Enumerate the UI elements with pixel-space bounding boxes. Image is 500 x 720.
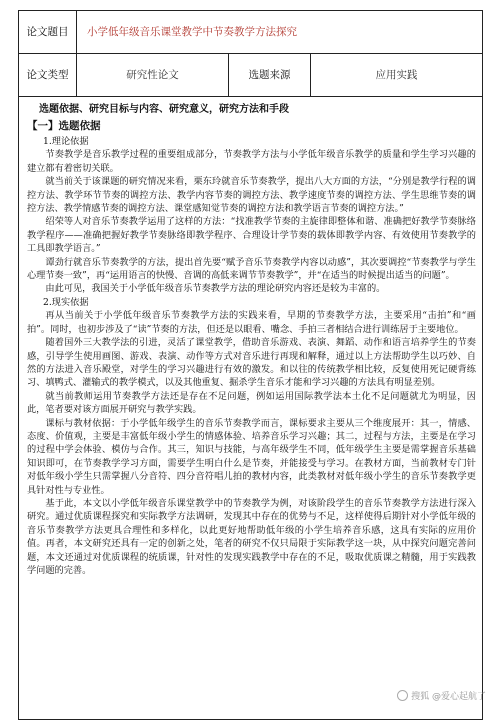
watermark-text: 搜狐 @爱心起航了 (411, 692, 486, 702)
section-title: 【一】选题依据 (27, 120, 101, 132)
content-heading: 选题依据、研究目标与内容、研究意义，研究方法和手段 (39, 104, 289, 115)
proposal-form-table (18, 10, 483, 720)
paragraph: 节奏教学是音乐教学过程的重要组成部分，节奏教学方法与小学低年级音乐教学的质量和学生学习兴趣的建立都有着密切关联。 (27, 149, 476, 174)
sohu-logo-icon (397, 690, 408, 701)
paragraph: 就当前教师运用节奏教学方法还是存在不足问题，例如运用国际教学法本土化不足问题就尤为明显，因此，笔者要对该方面展开研究与教学实践。 (27, 390, 476, 416)
subsection-practice: 2.现实依据 (43, 296, 89, 308)
paragraph: 课标与教材依据：于小学低年级学生的音乐节奏教学而言，课标要求主要从三个维度展开：其一，情感、态度、价值观，主要是丰富低年级小学生的情感体验、培养音乐学习兴趣；其二，过程与方法，主要是在学习的过程中学会体验、模仿与合作。其三，知识与技能，与高年级学生不同，低年级学生主要是需掌握音乐基础知识即可，在节奏教学学习方面，需要学生明白什么是节奏，并能接受与学习。在教材方面，当前教材专门针对低年级小学生只需掌握八分音符、四分音符唱儿拍的教材内容，此类教材对低年级小学生的音乐节奏教学更具针对性与专业性。 (27, 417, 476, 496)
paragraph: 再从当前关于小学低年级音乐节奏教学方法的实践来看，早期的节奏教学方法，主要采用“击拍”和“画拍”。同时，也初步涉及了“读”节奏的方法，但还是以眼看、嘴念、手拍三者相结合进行训练居于主要地位。 (27, 310, 476, 335)
source-label: 选题来源 (229, 54, 311, 97)
content-cell (19, 97, 483, 720)
source-value: 应用实践 (311, 54, 483, 97)
type-row (19, 54, 483, 97)
title-label: 论文题目 (19, 11, 77, 54)
watermark (397, 689, 486, 702)
type-value: 研究性论文 (77, 54, 229, 97)
subsection-theory: 1.理论依据 (43, 136, 89, 147)
paragraph: 基于此，本文以小学低年级音乐课堂教学中的节奏教学为例，对该阶段学生的音乐节奏教学方法进行深入研究。通过优质课程探究和实际教学方法调研，发现其中存在的优势与不足，这样使得后期针对小学低年级的音乐节奏教学方法更具合理性和多样化，以此更好地帮助低年级的小学生培养音乐感，这具有实际的应用价值。再者，本文研究还具有一定的创新之处，笔者的研究不仅只局限于实际教学这一块，从中探究问题完善问题，本文还通过对优质课程的统质课，针对性的发现实践教学中存在的不足，吸取优质课之精髓，用于实践教学问题的完善。 (27, 497, 476, 576)
paragraph: 就当前关于该课题的研究情况来看，栗东玲就音乐节奏教学，提出八大方面的方法，“分别是教学行程的调控方法、教学环节节奏的调控方法、教学内容节奏的调控方法、教学速度节奏的调控方法、学生思维节奏的调控方法、教学情感节奏的调控方法、课堂感知觉节奏的调控方法和教学语言节奏的调控方法。” (27, 176, 476, 215)
paragraph: 由此可见，我国关于小学低年级音乐节奏教学方法的理论研究内容还是较为丰富的。 (45, 283, 386, 295)
title-row (19, 11, 483, 54)
paragraph: 随着国外三大教学法的引进，灵活了课堂教学，借助音乐游戏、表演、舞蹈、动作和语言培养学生的节奏感，引导学生使用画图、游戏、表演、动作等方式对音乐进行再现和解释，通过以上方法帮助学生以巧妙、自然的方法进入音乐殿堂，对学生的学习兴趣进行有效的激发。和以往的传统教学相比较，反复使用死记硬背练习、填鸭式、灌输式的教学模式，以及其他重复、掘杀学生音乐才能和学习兴趣的方法具有明显差别。 (27, 337, 476, 389)
content-row (19, 97, 483, 720)
type-label: 论文类型 (19, 54, 77, 97)
thesis-title: 小学低年级音乐课堂教学中节奏教学方法探究 (77, 11, 483, 54)
paragraph: 谭劲行就音乐节奏教学的方法，提出首先要“赋予音乐节奏教学内容以动感”，其次要调控“节奏教学与学生心理节奏一致”，再“运用语言的快慢、音调的高低来调节节奏教学”，并“在适当的时候提出适当的问题”。 (27, 256, 476, 282)
paragraph: 绍荣等人对音乐节奏教学运用了这样的方法：“找准教学节奏的主旋律即整体和谐、准确把好教学节奏脉络教学程序——准确把握好教学节奏脉络即教学程序、合理设计学节奏的载体即教学内容、有效使用节奏教学的工具即教学语言。” (27, 216, 476, 255)
